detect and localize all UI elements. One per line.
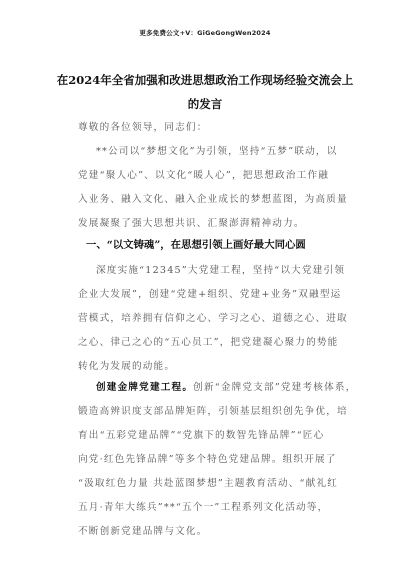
paragraph-3-line-5: “汲取红色力量 共赴蓝图梦想”主题教育活动、“献礼红	[78, 478, 339, 489]
paragraph-3-line-4: 向党·红色先锋品牌”等多个特色党建品牌。组织开展了	[78, 454, 337, 465]
paragraph-1-line-4: 发展凝聚了强大思想共识、汇聚澎湃精神动力。	[78, 218, 305, 229]
paragraph-3-line-6: 五月·青年大练兵”**“五个一”工程系列文化活动等，	[78, 502, 329, 513]
paragraph-1-line-3: 入业务、融入文化、融入企业成长的梦想蓝图，为高质量	[78, 194, 348, 205]
paragraph-3-line-1-rest: 创新“金牌党支部”党建考核体系，	[193, 382, 357, 393]
paragraph-3-line-1	[96, 379, 356, 393]
paragraph-3-line-7: 不断创新党建品牌与文化。	[78, 526, 208, 537]
paragraph-2-line-4: 之心、律己之心的“五心员工”，把党建凝心聚力的势能	[78, 337, 339, 348]
paragraph-3-line-2: 锻造高辨识度支部品牌矩阵，引领基层组织创先争优，培	[78, 406, 348, 417]
paragraph-2-line-3: 营模式，培养拥有信仰之心、学习之心、道德之心、进取	[78, 313, 348, 324]
salutation: 尊敬的各位领导，同志们：	[78, 122, 208, 133]
paragraph-2-line-5: 转化为发展的动能。	[78, 361, 176, 372]
paragraph-2-line-2: 企业大发展”，创建“党建+组织、党建+业务”双融型运	[78, 289, 342, 300]
paragraph-3-line-3: 育出“五彩党建品牌”“党旗下的数智先锋品牌”“匠心	[78, 430, 325, 441]
paragraph-1-line-1: **公司以“梦想文化”为引领，坚持“五梦”联动，以	[96, 146, 338, 157]
paragraph-1-line-2: 党建“聚人心”、以文化“暖人心”，把思想政治工作融	[78, 170, 330, 181]
paragraph-2-line-1: 深度实施“12345”大党建工程，坚持“以大党建引领	[96, 265, 346, 276]
section-heading-1: 一、“以文铸魂”，在思想引领上画好最大同心圆	[86, 239, 306, 251]
paragraph-3-lead: 创建金牌党建工程。	[96, 382, 194, 393]
header-note: 更多免费公文+V：GiGeGongWen2024	[139, 29, 271, 37]
document-title-line-2: 的发言	[187, 97, 223, 111]
document-title-line-1: 在2024年全省加强和改进思想政治工作现场经验交流会上	[56, 73, 354, 87]
